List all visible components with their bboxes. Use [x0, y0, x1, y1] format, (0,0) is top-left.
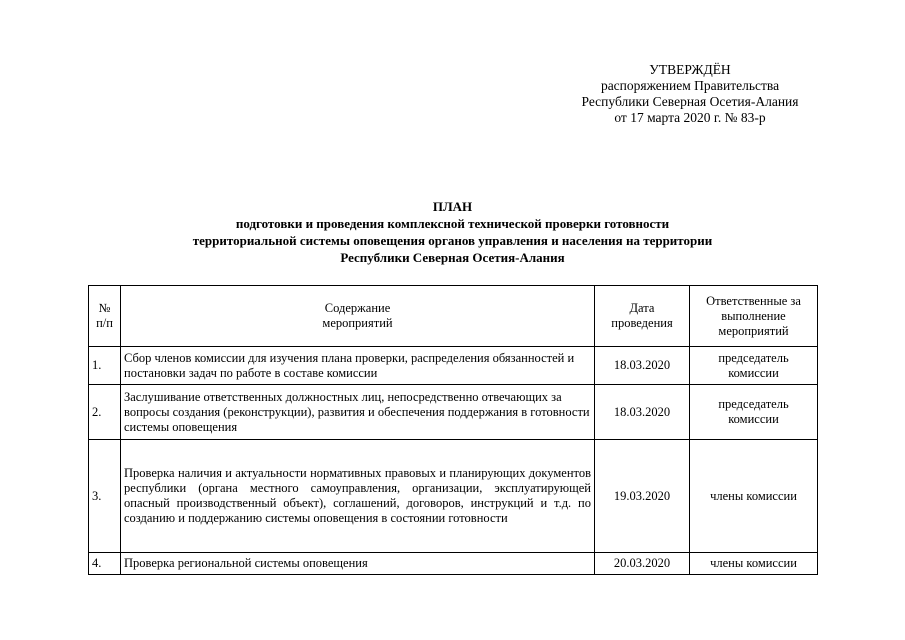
approval-date: от 17 марта 2020 г. № 83-р — [614, 110, 766, 125]
approval-issuer: распоряжением Правительства — [600, 78, 780, 93]
row-date: 19.03.2020 — [595, 440, 690, 553]
header-date — [595, 286, 690, 347]
table-row — [89, 440, 818, 553]
row-number: 1. — [89, 347, 121, 385]
row-date: 18.03.2020 — [595, 385, 690, 440]
table-row — [89, 553, 818, 575]
row-content: Проверка региональной системы оповещения — [121, 553, 595, 575]
plan-title: ПЛАН — [432, 199, 473, 214]
header-content-line1: Содержание — [324, 301, 391, 315]
plan-heading — [60, 198, 845, 266]
plan-table — [88, 285, 818, 575]
row-responsible: члены комиссии — [690, 553, 818, 575]
header-content-line2: мероприятий — [322, 316, 393, 330]
row-date: 20.03.2020 — [595, 553, 690, 575]
plan-subtitle-line1: подготовки и проведения комплексной технической проверки готовности — [235, 216, 670, 231]
approval-stamp — [540, 62, 840, 126]
plan-subtitle-line3: Республики Северная Осетия-Алания — [340, 250, 565, 265]
header-content — [121, 286, 595, 347]
header-responsible — [690, 286, 818, 347]
row-number: 2. — [89, 385, 121, 440]
row-content: Сбор членов комиссии для изучения плана проверки, распределения обязанностей и постановки задач по работе в составе комиссии — [121, 347, 595, 385]
row-number: 3. — [89, 440, 121, 553]
row-responsible: председатель комиссии — [690, 385, 818, 440]
row-date: 18.03.2020 — [595, 347, 690, 385]
row-content: Заслушивание ответственных должностных лиц, непосредственно отвечающих за вопросы создания (реконструкции), развития и обеспечения поддержания в готовности системы оповещения — [121, 385, 595, 440]
table-row — [89, 385, 818, 440]
header-responsible-line2: выполнение — [721, 308, 786, 323]
header-responsible-line3: мероприятий — [718, 323, 789, 338]
header-responsible-line1: Ответственные за — [706, 293, 801, 308]
row-responsible: члены комиссии — [690, 440, 818, 553]
header-number — [89, 286, 121, 347]
header-date-line2: проведения — [611, 316, 673, 330]
table-row — [89, 347, 818, 385]
header-date-line1: Дата — [629, 301, 655, 315]
row-content: Проверка наличия и актуальности нормативных правовых и планирующих документов республики (органа местного самоуправления, организации, эксплуатирующей опасный производственный объект), соглашений, договоров, инструкций и т.д. по созданию и поддержанию системы оповещения в состоянии готовности — [121, 440, 595, 553]
table-header-row — [89, 286, 818, 347]
approval-region: Республики Северная Осетия-Алания — [581, 94, 799, 109]
plan-subtitle-line2: территориальной системы оповещения органов управления и населения на территории — [192, 233, 713, 248]
row-number: 4. — [89, 553, 121, 575]
header-number-line1: № — [98, 301, 111, 315]
row-responsible: председатель комиссии — [690, 347, 818, 385]
header-number-line2: п/п — [96, 316, 113, 330]
approval-title: УТВЕРЖДЁН — [649, 62, 731, 77]
